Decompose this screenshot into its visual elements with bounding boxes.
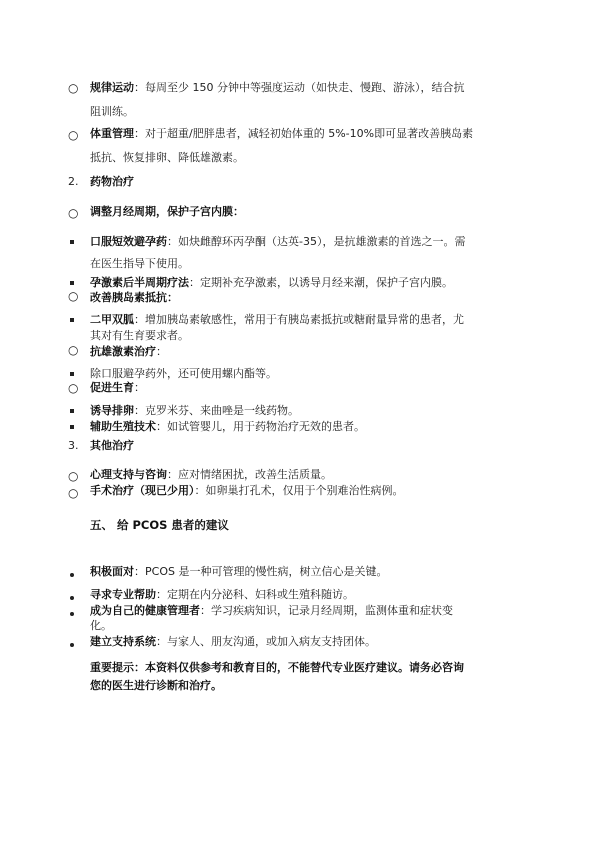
list-marker-bullet (70, 643, 74, 647)
list-marker-circle: ○ (68, 486, 79, 500)
list-marker-square (70, 372, 74, 376)
list-number: 2. (68, 175, 79, 188)
list-marker-circle: ○ (68, 206, 79, 220)
list-item-metformin-cont: 其对有生育要求者。 (90, 329, 189, 342)
list-item-ovulation: 诱导排卵：克罗米芬、来曲唑是一线药物。 (90, 404, 299, 417)
advice-item-face: 积极面对：PCOS 是一种可管理的慢性病，树立信心是关键。 (90, 565, 388, 578)
list-marker-circle: ○ (68, 289, 79, 303)
list-item-oral-contraceptive: 口服短效避孕药：如炔雌醇环丙孕酮（达英-35），是抗雄激素的首选之一。需 (90, 235, 466, 248)
list-marker-square (70, 425, 74, 429)
list-item-oral-contraceptive-cont: 在医生指导下使用。 (90, 257, 189, 270)
important-notice-line1: 重要提示：本资料仅供参考和教育目的，不能替代专业医疗建议。请务必咨询 (90, 661, 464, 674)
list-item-anti-androgen: 抗雄激素治疗： (90, 345, 167, 358)
list-marker-bullet (70, 596, 74, 600)
list-item-surgery: 手术治疗（现已少用）：如卵巢打孔术，仅用于个别难治性病例。 (90, 484, 404, 497)
list-marker-circle: ○ (68, 343, 79, 357)
list-marker-circle: ○ (68, 128, 79, 142)
list-item-weight-cont: 抵抗、恢复排卵、降低雄激素。 (90, 151, 244, 164)
advice-item-self-manage: 成为自己的健康管理者：学习疾病知识，记录月经周期，监测体重和症状变 (90, 604, 453, 617)
section-heading: 五、 给 PCOS 患者的建议 (90, 518, 229, 532)
list-item-adjust-cycle: 调整月经周期，保护子宫内膜： (90, 205, 244, 218)
list-marker-circle: ○ (68, 81, 79, 95)
list-item-progesterone: 孕激素后半周期疗法：定期补充孕激素，以诱导月经来潮，保护子宫内膜。 (90, 276, 453, 289)
advice-item-self-manage-cont: 化。 (90, 619, 112, 632)
list-marker-square (70, 240, 74, 244)
list-marker-bullet (70, 612, 74, 616)
list-item-exercise: 规律运动：每周至少 150 分钟中等强度运动（如快走、慢跑、游泳），结合抗 (90, 81, 465, 94)
list-item-insulin: 改善胰岛素抵抗： (90, 291, 178, 304)
list-item-exercise-cont: 阻训练。 (90, 105, 134, 118)
list-marker-circle: ○ (68, 381, 79, 395)
list-marker-square (70, 409, 74, 413)
list-marker-bullet (70, 573, 74, 577)
list-marker-circle: ○ (68, 469, 79, 483)
subheading-other-therapy: 其他治疗 (90, 439, 134, 452)
important-notice-line2: 您的医生进行诊断和治疗。 (90, 679, 222, 692)
list-item-metformin: 二甲双胍：增加胰岛素敏感性，常用于有胰岛素抵抗或糖耐量异常的患者，尤 (90, 313, 464, 326)
list-marker-square (70, 281, 74, 285)
list-item-psychological: 心理支持与咨询：应对情绪困扰，改善生活质量。 (90, 468, 332, 481)
list-item-spironolactone: 除口服避孕药外，还可使用螺内酯等。 (90, 367, 277, 380)
list-number: 3. (68, 439, 79, 452)
list-item-weight: 体重管理：对于超重/肥胖患者，减轻初始体重的 5%-10%即可显著改善胰岛素 (90, 127, 474, 140)
advice-item-support: 建立支持系统：与家人、朋友沟通，或加入病友支持团体。 (90, 635, 376, 648)
list-item-fertility: 促进生育： (90, 381, 145, 394)
list-marker-square (70, 318, 74, 322)
list-item-art: 辅助生殖技术：如试管婴儿，用于药物治疗无效的患者。 (90, 420, 365, 433)
subheading-drug-therapy: 药物治疗 (90, 175, 134, 188)
advice-item-help: 寻求专业帮助：定期在内分泌科、妇科或生殖科随访。 (90, 588, 354, 601)
